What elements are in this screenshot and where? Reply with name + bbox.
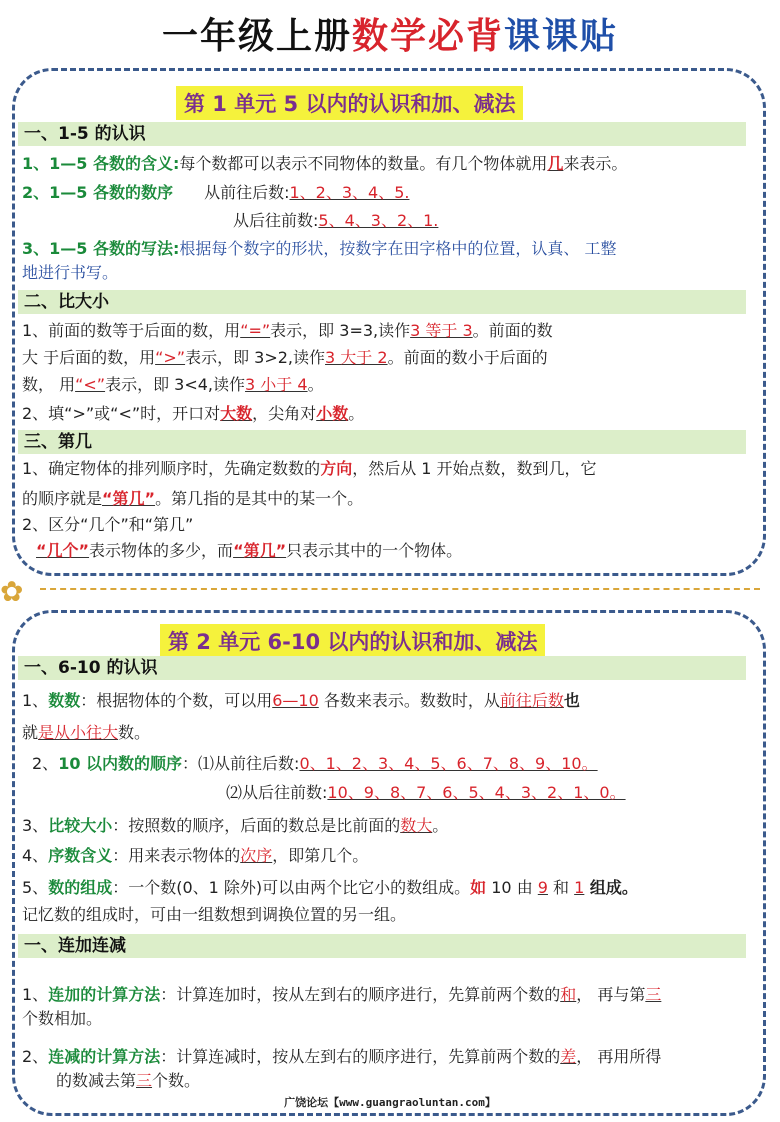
- calc-line2: 个数相加。: [22, 1009, 103, 1028]
- answer: 10、9、8、7、6、5、4、3、2、1、0。: [327, 783, 626, 802]
- answer: 3 小于 4: [245, 375, 308, 394]
- answer: 6—10: [272, 691, 319, 710]
- text: 。: [307, 375, 324, 394]
- text: 。前面的数: [472, 321, 553, 340]
- answer: 小数: [316, 404, 349, 423]
- answer: 是从小往大: [38, 723, 119, 742]
- answer: “第几”: [102, 489, 156, 508]
- text: ：根据物体的个数，可以用: [80, 691, 273, 710]
- label: 序数含义: [48, 846, 113, 865]
- text: ，然后从 1 开始点数，数到几，它: [352, 459, 597, 478]
- answer: 3 大于 2: [325, 348, 388, 367]
- unit1-line5: 地进行书写。: [22, 263, 119, 282]
- text: 的数减去第: [56, 1071, 137, 1090]
- answer: 次序: [240, 846, 273, 865]
- flower-icon: ✿: [0, 575, 24, 608]
- answer: “>”: [155, 348, 186, 367]
- text: 个数。: [152, 1071, 201, 1090]
- text: 数， 用: [22, 375, 76, 394]
- calc-line4: [56, 1070, 200, 1092]
- text: 5、: [22, 878, 49, 897]
- unit1-line1: [22, 153, 627, 175]
- text: ：计算连加时，按从左到右的顺序进行，先算前两个数的: [160, 985, 561, 1004]
- label: 10 以内数的顺序: [58, 754, 183, 773]
- answer: 5、4、3、2、1.: [318, 211, 439, 230]
- label: 2、1—5 各数的数序: [22, 183, 173, 202]
- label: 3、1—5 各数的写法:: [22, 239, 180, 258]
- unit1-heading: 第 1 单元 5 以内的认识和加、减法: [176, 86, 523, 120]
- text: 组成。: [584, 878, 638, 897]
- text: 。前面的数小于后面的: [387, 348, 548, 367]
- compare-line3: [22, 374, 324, 396]
- order-line4: [36, 540, 462, 562]
- unit2-line7: [22, 877, 638, 899]
- text: ：⑴从前往后数:: [182, 754, 300, 773]
- calc-line3: [22, 1046, 661, 1068]
- text: 1、确定物体的排列顺序时，先确定数数的: [22, 459, 321, 478]
- compare-line2: [22, 347, 548, 369]
- answer: 如: [470, 878, 487, 897]
- title-part3: 课课贴: [504, 15, 619, 57]
- page-title: [0, 8, 780, 59]
- text: ， 再与第: [576, 985, 646, 1004]
- answer: 几: [547, 154, 564, 173]
- answer: 方向: [320, 459, 353, 478]
- text: 根据每个数字的形状，按数字在田字格中的位置，认真、 工整: [179, 239, 617, 258]
- compare-line4: [22, 403, 364, 425]
- text: 只表示其中的一个物体。: [286, 541, 463, 560]
- title-part1: 一年级上册: [161, 15, 352, 57]
- text: 就: [22, 723, 39, 742]
- title-part2: 数学必背: [351, 15, 504, 57]
- text: ， 再用所得: [576, 1047, 662, 1066]
- answer: “第几”: [233, 541, 287, 560]
- answer: “<”: [75, 375, 106, 394]
- answer: 三: [645, 985, 662, 1004]
- text: 表示物体的多少，而: [89, 541, 234, 560]
- label: 数数: [48, 691, 81, 710]
- text: ：一个数(0、1 除外)可以由两个比它小的数组成。: [112, 878, 471, 897]
- answer: 前往后数: [499, 691, 564, 710]
- label: 连减的计算方法: [48, 1047, 161, 1066]
- unit2-heading: 第 2 单元 6-10 以内的认识和加、减法: [160, 624, 545, 658]
- label: 1、1—5 各数的含义:: [22, 154, 180, 173]
- text: 10 由: [486, 878, 538, 897]
- unit2-line6: [22, 845, 368, 867]
- answer: “=”: [240, 321, 271, 340]
- text: 1、前面的数等于后面的数，用: [22, 321, 241, 340]
- label: 比较大小: [48, 816, 113, 835]
- answer: 0、1、2、3、4、5、6、7、8、9、10。: [299, 754, 598, 773]
- text: 各数来表示。数数时，从: [318, 691, 500, 710]
- text: ，即第几个。: [272, 846, 369, 865]
- unit1-section3-heading: 三、第几: [18, 430, 746, 454]
- unit2-line1: [22, 690, 580, 712]
- text: 1、: [22, 985, 49, 1004]
- text: ：按照数的顺序，后面的数总是比前面的: [112, 816, 401, 835]
- answer: 差: [560, 1047, 577, 1066]
- text: 每个数都可以表示不同物体的数量。有几个物体就用: [179, 154, 548, 173]
- answer: 三: [136, 1071, 153, 1090]
- label: 连加的计算方法: [48, 985, 161, 1004]
- text: 1、: [22, 691, 49, 710]
- unit1-line3: [233, 210, 438, 232]
- unit1-section1-heading: 一、1-5 的认识: [18, 122, 746, 146]
- text: 从前往后数:: [204, 183, 290, 202]
- answer: 1: [574, 878, 585, 897]
- text: 。: [348, 404, 365, 423]
- compare-line1: [22, 320, 553, 342]
- answer: 3 等于 3: [410, 321, 473, 340]
- text: ⑵从后往前数:: [226, 783, 328, 802]
- text: 和: [547, 878, 575, 897]
- text: ：计算连减时，按从左到右的顺序进行，先算前两个数的: [160, 1047, 561, 1066]
- text: ：用来表示物体的: [112, 846, 241, 865]
- order-line1: [22, 458, 597, 480]
- unit2-line4: [226, 782, 626, 804]
- text: 3、: [22, 816, 49, 835]
- unit2-line5: [22, 815, 448, 837]
- text: 。第几指的是其中的某一个。: [155, 489, 364, 508]
- text: 2、填“>”或“<”时，开口对: [22, 404, 221, 423]
- answer: 大数: [220, 404, 253, 423]
- unit1-section2-heading: 二、比大小: [18, 290, 746, 314]
- text: 。: [432, 816, 449, 835]
- text: 2、: [22, 1047, 49, 1066]
- footer-watermark: 广饶论坛【www.guangraoluntan.com】: [284, 1096, 496, 1109]
- unit1-line4: [22, 238, 616, 260]
- answer: 和: [560, 985, 577, 1004]
- order-line2: [22, 488, 363, 510]
- answer: “几个”: [36, 541, 90, 560]
- text: 也: [563, 691, 580, 710]
- text: 表示，即 3=3,读作: [270, 321, 411, 340]
- unit1-line2: [22, 182, 409, 204]
- text: 2、: [32, 754, 59, 773]
- text: 来表示。: [563, 154, 628, 173]
- text: 大 于后面的数，用: [22, 348, 156, 367]
- unit2-section1-heading: 一、6-10 的认识: [18, 656, 746, 680]
- text: 数。: [118, 723, 151, 742]
- answer: 1、2、3、4、5.: [289, 183, 410, 202]
- text: 表示，即 3<4,读作: [105, 375, 246, 394]
- unit2-line2: [22, 722, 150, 744]
- answer: 数大: [400, 816, 433, 835]
- text: 表示，即 3>2,读作: [185, 348, 326, 367]
- unit2-line8: 记忆数的组成时，可由一组数想到调换位置的另一组。: [22, 905, 407, 924]
- text: ，尖角对: [252, 404, 317, 423]
- order-line3: 2、区分“几个”和“第几”: [22, 515, 194, 534]
- calc-line1: [22, 984, 661, 1006]
- text: 4、: [22, 846, 49, 865]
- section-divider: [40, 588, 760, 590]
- unit2-line3: [32, 753, 598, 775]
- unit2-section2-heading: 一、连加连减: [18, 934, 746, 958]
- text: 从后往前数:: [233, 211, 319, 230]
- text: 的顺序就是: [22, 489, 103, 508]
- answer: 9: [537, 878, 548, 897]
- label: 数的组成: [48, 878, 113, 897]
